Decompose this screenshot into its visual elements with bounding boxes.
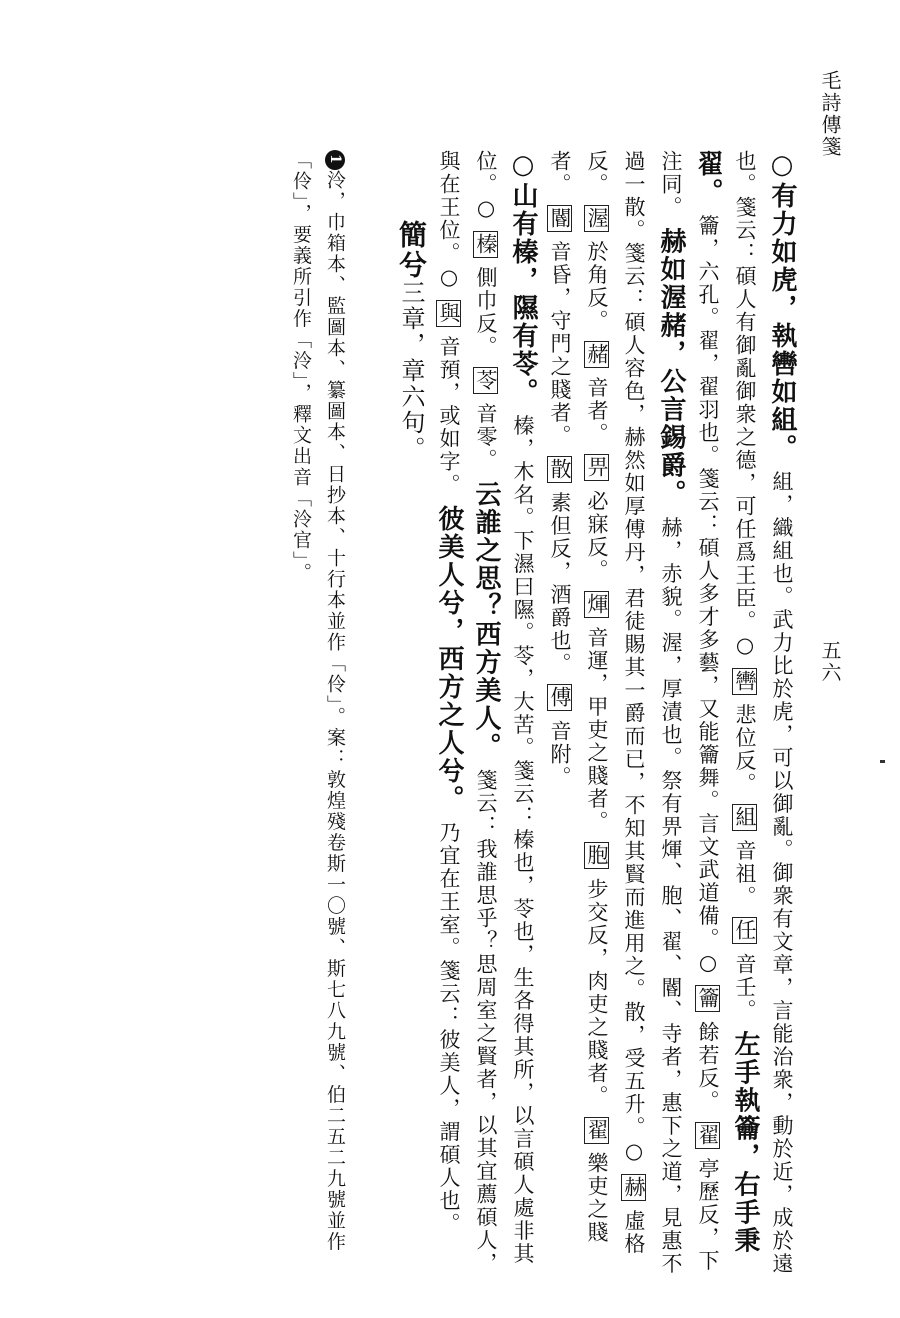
commentary: 音附。 [548, 720, 572, 790]
boxed-char: 苓 [474, 369, 498, 393]
commentary: 榛，木名。下濕曰隰。苓，大苦。箋云：榛也，苓也，生各得其所，以言碩人處非其位。○ [474, 150, 535, 1266]
page-number: 五六 [818, 640, 842, 684]
commentary: 於角反。 [585, 240, 609, 333]
commentary: 樂吏之賤者。 [548, 150, 609, 1245]
note-text: 泠，巾箱本、監圖本、纂圖本、日抄本、十行本並作「伶」。案：敦煌殘卷斯一〇號、斯七八九號、伯二五二九號並作「伶」，要義所引作「泠」，釋文出音「泠官」。 [290, 150, 346, 1253]
collation-note [284, 150, 352, 1290]
note-number-icon: 1 [325, 150, 345, 170]
commentary: 音昏，守門之賤者。 [548, 240, 572, 448]
boxed-char: 胞 [585, 844, 609, 868]
boxed-char: 翟 [585, 1118, 609, 1142]
boxed-char: 赭 [585, 343, 609, 367]
verse-text: 云誰之思？西方美人。 [471, 480, 501, 761]
scan-speck [880, 760, 885, 763]
boxed-char: 榛 [474, 232, 498, 256]
boxed-char: 翟 [696, 1123, 720, 1147]
boxed-char: 赫 [622, 1175, 646, 1199]
verse-text: 左手執籥，右手秉翟。 [693, 150, 760, 1255]
verse-text: ○山有榛，隰有苓。 [508, 150, 538, 406]
commentary: 餘若反。 [696, 1021, 720, 1114]
commentary: 必寐反。 [585, 490, 609, 583]
commentary: 音祖。 [733, 839, 757, 909]
commentary: 音壬。 [733, 953, 757, 1023]
boxed-char: 與 [437, 301, 461, 325]
boxed-char: 散 [548, 458, 572, 482]
boxed-char: 傅 [548, 686, 572, 710]
boxed-char: 任 [733, 919, 757, 943]
boxed-char: 籥 [696, 987, 720, 1011]
boxed-char: 組 [733, 806, 757, 830]
running-head: 毛詩傳箋 [818, 70, 842, 158]
chapter-count-text: 三章，章六句。 [397, 280, 425, 462]
verse-text: 赫如渥赭，公言錫爵。 [656, 227, 686, 508]
stanza-1 [541, 150, 800, 1290]
commentary: 側巾反。 [474, 266, 498, 359]
commentary: 組，織組也。武力比於虎，可以御亂。御衆有文章，言能治衆，動於近，成於遠也。箋云：碩人有御亂御衆之德，可任爲王臣。○ [733, 150, 794, 1276]
boxed-char: 畀 [585, 456, 609, 480]
verse-text: 彼美人兮，西方之人兮。 [434, 505, 464, 814]
boxed-char: 閽 [548, 206, 572, 230]
commentary: 音零。 [474, 402, 498, 472]
boxed-char: 轡 [733, 669, 757, 693]
commentary: 音預，或如字。 [437, 335, 461, 497]
commentary: 乃宜在王室。箋云：彼美人，謂碩人也。 [437, 821, 461, 1236]
commentary: 悲位反。 [733, 703, 757, 796]
commentary: 素但反，酒爵也。 [548, 491, 572, 676]
stanza-2 [430, 150, 541, 1290]
verse-text: ○有力如虎，執轡如組。 [767, 150, 797, 462]
commentary: 虛格反。 [585, 150, 646, 1256]
boxed-char: 渥 [585, 206, 609, 230]
commentary: 音者。 [585, 376, 609, 446]
commentary: 籥，六孔。翟，翟羽也。箋云：碩人多才多藝，又能籥舞。言文武道備。○ [696, 214, 720, 977]
poem-title: 簡兮 [395, 220, 428, 280]
commentary: 音運，甲吏之賤者。 [585, 626, 609, 834]
boxed-char: 煇 [585, 592, 609, 616]
commentary: 步交反，肉吏之賤者。 [585, 877, 609, 1108]
commentary: 箋云：我誰思乎？思周室之賢者，以其宜薦碩人，與在王位。○ [437, 150, 498, 1276]
commentary: 亭歷反，下注同。 [659, 150, 720, 1273]
main-text [160, 150, 800, 1290]
commentary: 赫，赤貌。渥，厚漬也。祭有畀煇、胞、翟、閽、寺者，惠下之道，見惠不過一散。箋云：碩人容色，赫然如厚傅丹，君徒賜其一爵而已，不知其賢而進用之。散，受五升。○ [622, 150, 683, 1276]
chapter-count [392, 220, 430, 1290]
